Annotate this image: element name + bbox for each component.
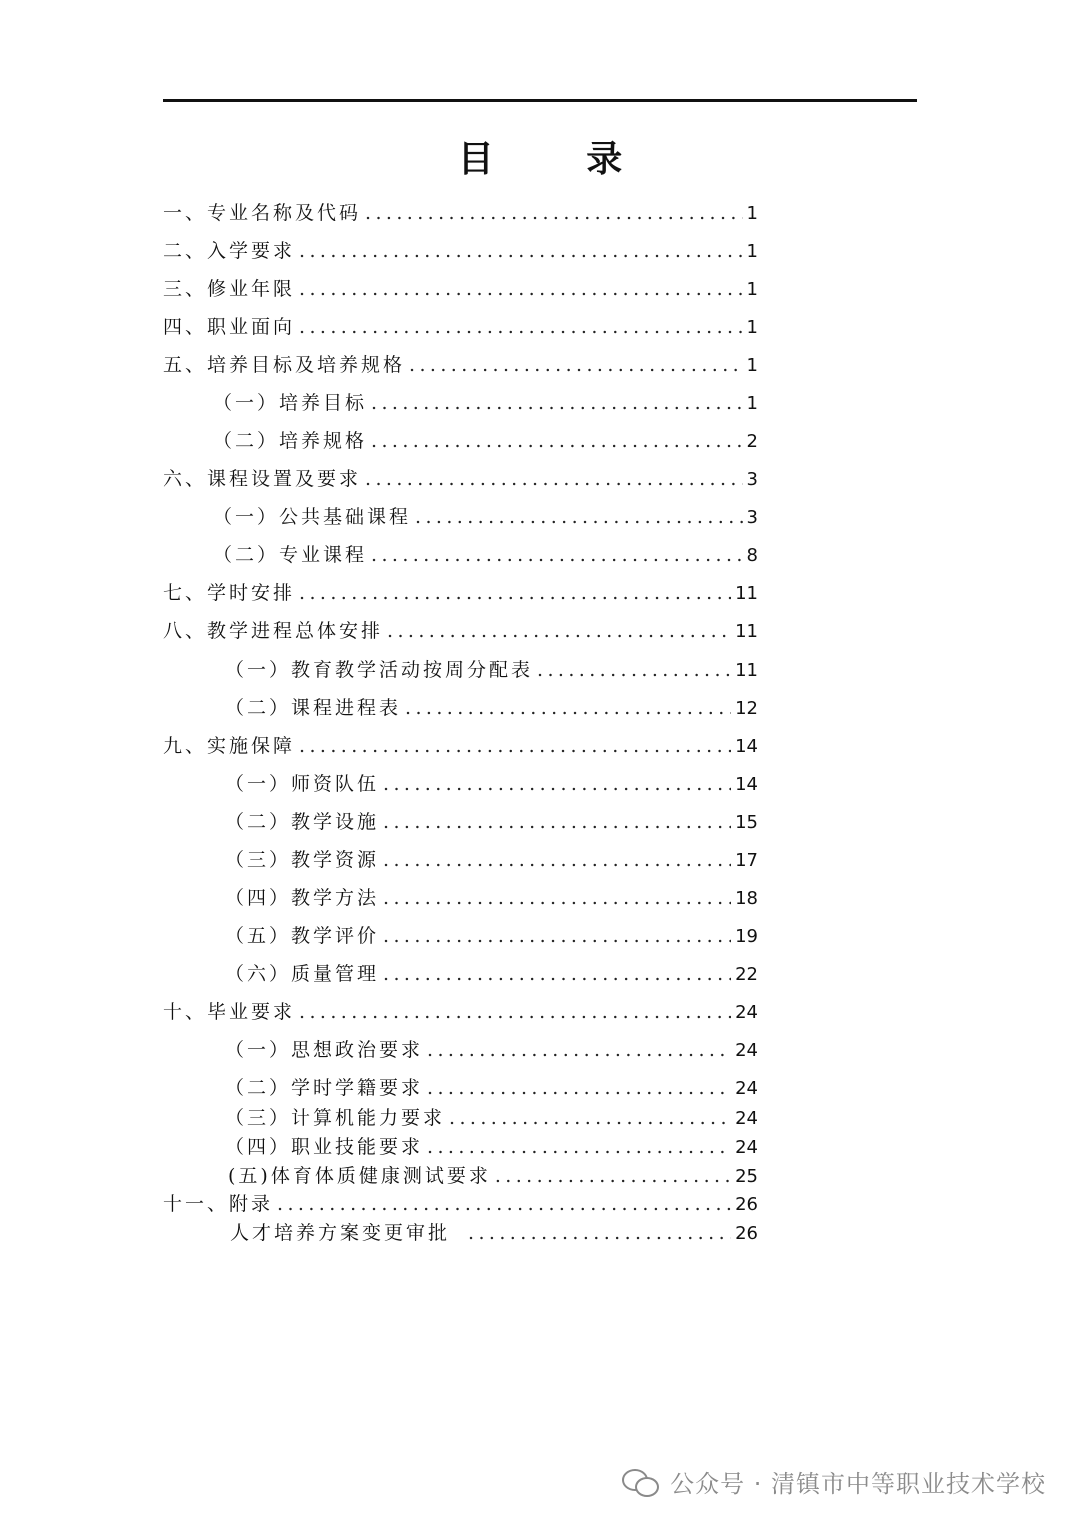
toc-entry-label: 五、培养目标及培养规格 — [163, 354, 406, 376]
toc-leader-dots — [427, 1075, 731, 1101]
toc-entry[interactable] — [225, 923, 758, 949]
toc-leader-dots — [427, 1134, 731, 1160]
toc-entry-page: 18 — [735, 888, 758, 909]
toc-entry-page: 15 — [735, 812, 758, 833]
toc-entry-page: 19 — [735, 926, 758, 947]
toc-entry-page: 12 — [735, 698, 758, 719]
toc-entry-page: 11 — [735, 621, 758, 642]
toc-leader-dots — [495, 1163, 731, 1189]
toc-entry-label: （四）教学方法 — [225, 887, 380, 909]
toc-leader-dots — [383, 923, 731, 949]
toc-leader-dots — [427, 1037, 731, 1063]
toc-entry-label: （五）教学评价 — [225, 925, 380, 947]
toc-entry-label: （二）课程进程表 — [225, 697, 402, 719]
toc-entry-label: 二、入学要求 — [163, 240, 296, 262]
toc-entry[interactable] — [163, 733, 758, 759]
toc-leader-dots — [405, 695, 731, 721]
toc-entry[interactable] — [225, 1037, 758, 1063]
toc-leader-dots — [365, 466, 743, 492]
toc-entry-label: （一）培养目标 — [213, 392, 368, 414]
toc-entry[interactable] — [225, 1075, 758, 1101]
toc-entry-page: 14 — [735, 774, 758, 795]
toc-entry-page: 1 — [746, 355, 758, 376]
toc-entry-label: 十、毕业要求 — [163, 1001, 296, 1023]
toc-entry-page: 11 — [735, 660, 758, 681]
toc-entry[interactable] — [225, 847, 758, 873]
toc-entry[interactable] — [213, 428, 758, 454]
toc-leader-dots — [383, 961, 731, 987]
toc-leader-dots — [299, 238, 743, 264]
toc-leader-dots — [383, 809, 731, 835]
toc-entry[interactable] — [225, 657, 758, 683]
toc-entry-page: 1 — [746, 393, 758, 414]
toc-entry[interactable] — [163, 1191, 758, 1217]
toc-entry[interactable] — [225, 1134, 758, 1160]
toc-entry-page: 1 — [746, 203, 758, 224]
toc-entry[interactable] — [213, 542, 758, 568]
toc-leader-dots — [299, 314, 743, 340]
toc-entry[interactable] — [163, 999, 758, 1025]
toc-entry-label: （一）教育教学活动按周分配表 — [225, 659, 534, 681]
toc-entry-label: (五)体育体质健康测试要求 — [228, 1165, 491, 1187]
toc-leader-dots — [371, 428, 743, 454]
toc-leader-dots — [299, 276, 743, 302]
toc-entry-label: （二）教学设施 — [225, 811, 380, 833]
toc-entry-label: 九、实施保障 — [163, 735, 296, 757]
toc-entry-label: （三）计算机能力要求 — [225, 1107, 446, 1129]
toc-leader-dots — [299, 733, 731, 759]
toc-entry[interactable] — [225, 809, 758, 835]
toc-leader-dots — [371, 390, 743, 416]
toc-entry-label: （四）职业技能要求 — [225, 1136, 424, 1158]
toc-entry-page: 24 — [735, 1002, 758, 1023]
toc-leader-dots — [415, 504, 743, 530]
toc-entry[interactable] — [225, 885, 758, 911]
toc-entry-page: 14 — [735, 736, 758, 757]
toc-entry[interactable] — [163, 618, 758, 644]
toc-entry[interactable] — [163, 314, 758, 340]
toc-entry-label: 八、教学进程总体安排 — [163, 620, 384, 642]
toc-entry-page: 8 — [746, 545, 758, 566]
toc-entry-label: （二）培养规格 — [213, 430, 368, 452]
toc-entry-label: 七、学时安排 — [163, 582, 296, 604]
toc-entry[interactable] — [228, 1163, 758, 1189]
toc-entry-label: 三、修业年限 — [163, 278, 296, 300]
toc-entry-page: 3 — [746, 507, 758, 528]
toc-entry-label: （三）教学资源 — [225, 849, 380, 871]
toc-leader-dots — [383, 885, 731, 911]
toc-entry-page: 24 — [735, 1137, 758, 1158]
toc-leader-dots — [537, 657, 731, 683]
toc-entry-page: 26 — [735, 1223, 758, 1244]
toc-entry-label: 人才培养方案变更审批 — [230, 1222, 451, 1244]
toc-entry-page: 1 — [746, 241, 758, 262]
toc-entry[interactable] — [213, 390, 758, 416]
toc-entry[interactable] — [225, 961, 758, 987]
toc-leader-dots — [299, 999, 731, 1025]
toc-entry[interactable] — [225, 1105, 758, 1131]
toc-entry-label: （二）专业课程 — [213, 544, 368, 566]
toc-leader-dots — [449, 1105, 731, 1131]
wechat-icon — [622, 1467, 660, 1497]
toc-entry-label: 十一、附录 — [163, 1193, 274, 1215]
toc-entry[interactable] — [230, 1220, 758, 1246]
toc-entry-label: 四、职业面向 — [163, 316, 296, 338]
toc-entry[interactable] — [163, 238, 758, 264]
toc-entry-page: 11 — [735, 583, 758, 604]
toc-entry[interactable] — [225, 695, 758, 721]
toc-entry-page: 2 — [746, 431, 758, 452]
toc-entry-page: 25 — [735, 1166, 758, 1187]
toc-entry-label: （六）质量管理 — [225, 963, 380, 985]
page-title: 目 录 — [457, 139, 663, 180]
toc-entry[interactable] — [225, 771, 758, 797]
toc-entry-label: 一、专业名称及代码 — [163, 202, 362, 224]
toc-entry[interactable] — [163, 276, 758, 302]
toc-entry[interactable] — [163, 352, 758, 378]
toc-entry-page: 24 — [735, 1108, 758, 1129]
toc-entry-page: 3 — [746, 469, 758, 490]
toc-entry-page: 17 — [735, 850, 758, 871]
toc-entry[interactable] — [163, 200, 758, 226]
toc-entry-label: （二）学时学籍要求 — [225, 1077, 424, 1099]
toc-leader-dots — [409, 352, 743, 378]
toc-entry-label: （一）思想政治要求 — [225, 1039, 424, 1061]
toc-leader-dots — [387, 618, 731, 644]
toc-leader-dots — [365, 200, 743, 226]
toc-entry-page: 24 — [735, 1078, 758, 1099]
toc-leader-dots — [468, 1220, 731, 1246]
toc-entry-page: 1 — [746, 279, 758, 300]
toc-entry[interactable] — [163, 466, 758, 492]
watermark-text: 公众号 · 清镇市中等职业技术学校 — [670, 1470, 1046, 1498]
toc-leader-dots — [299, 580, 731, 606]
toc-leader-dots — [383, 771, 731, 797]
wechat-watermark — [622, 1464, 1046, 1499]
toc-leader-dots — [277, 1191, 731, 1217]
toc-entry[interactable] — [163, 580, 758, 606]
toc-leader-dots — [371, 542, 743, 568]
toc-entry-page: 22 — [735, 964, 758, 985]
toc-entry-page: 26 — [735, 1194, 758, 1215]
toc-entry-label: （一）公共基础课程 — [213, 506, 412, 528]
toc-entry-page: 1 — [746, 317, 758, 338]
toc-leader-dots — [383, 847, 731, 873]
toc-entry[interactable] — [213, 504, 758, 530]
toc-entry-page: 24 — [735, 1040, 758, 1061]
toc-entry-label: 六、课程设置及要求 — [163, 468, 362, 490]
toc-entry-label: （一）师资队伍 — [225, 773, 380, 795]
